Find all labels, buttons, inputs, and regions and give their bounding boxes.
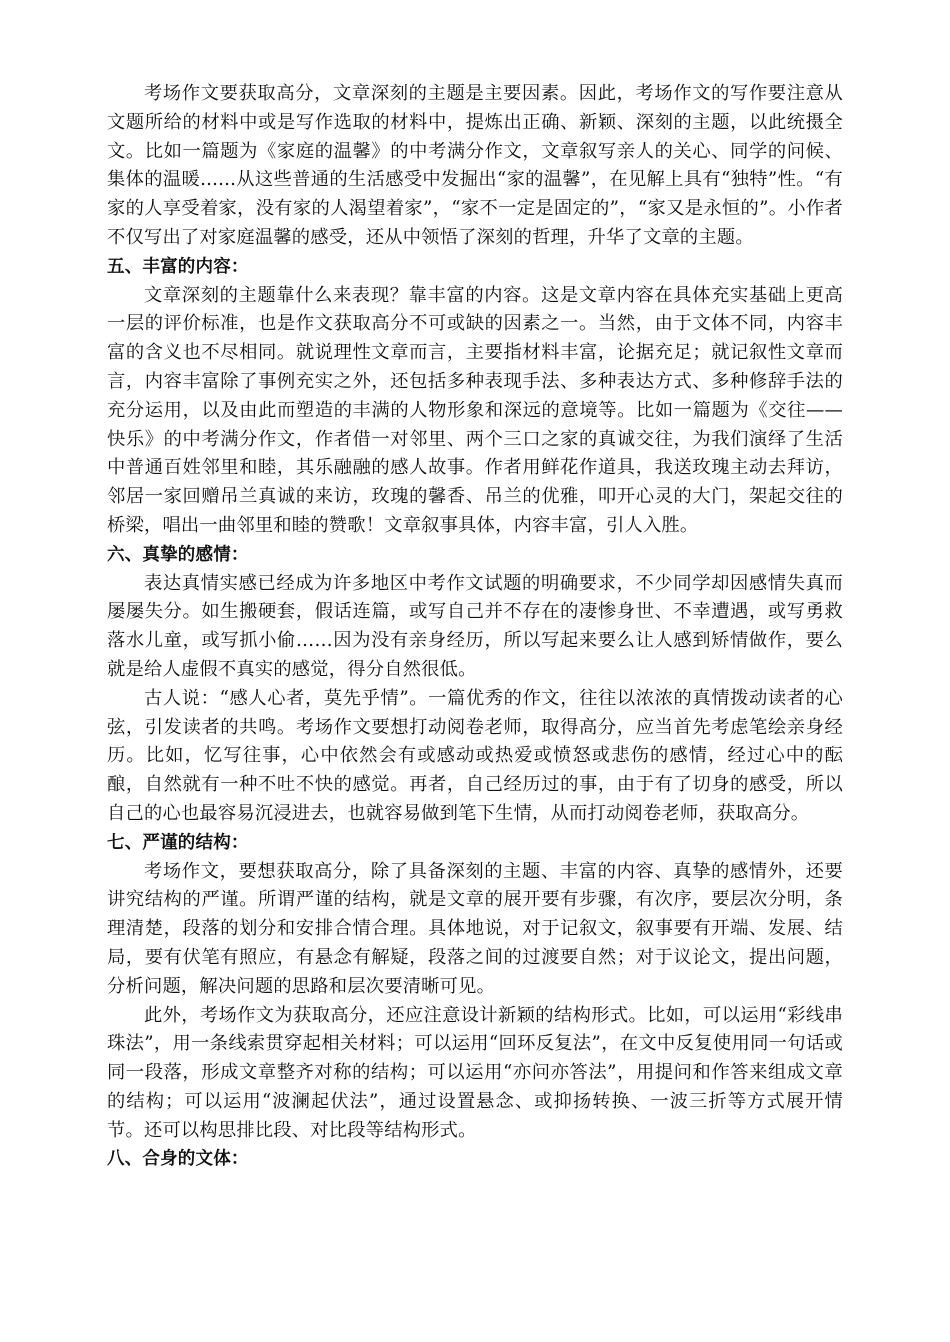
section-heading-rigorous-structure: 七、严谨的结构：: [107, 832, 249, 853]
section7-paragraph-2: 此外，考场作文为获取高分，还应注意设计新颖的结构形式。比如，可以运用“彩线串珠法”，用一条线索贯穿起相关材料；可以运用“回环反复法”，在文中反复使用同一句话或同一段落，形成文章整齐对称的结构；可以运用“亦问亦答法”，用提问和作答来组成文章的结构；可以运用“波澜起伏法”，通过设置悬念、或抑扬转换、一波三折等方式展开情节。还可以构思排比段、对比段等结构形式。: [107, 1004, 843, 1141]
section7-paragraph-1: 考场作文，要想获取高分，除了具备深刻的主题、丰富的内容、真挚的感情外，还要讲究结构的严谨。所谓严谨的结构，就是文章的展开要有步骤，有次序，要层次分明，条理清楚，段落的划分和安排合情合理。具体地说，对于记叙文，叙事要有开端、发展、结局，要有伏笔有照应，有悬念有解疑，段落之间的过渡要自然；对于议论文，提出问题，分析问题，解决问题的思路和层次要清晰可见。: [107, 860, 843, 997]
section5-paragraph-1: 文章深刻的主题靠什么来表现？靠丰富的内容。这是文章内容在具体充实基础上更高一层的评价标准，也是作文获取高分不可或缺的因素之一。当然，由于文体不同，内容丰富的含义也不尽相同。就说理性文章而言，主要指材料丰富，论据充足；就记叙性文章而言，内容丰富除了事例充实之外，还包括多种表现手法、多种表达方式、多种修辞手法的充分运用，以及由此而塑造的丰满的人物形象和深远的意境等。比如一篇题为《交往——快乐》的中考满分作文，作者借一对邻里、两个三口之家的真诚交往，为我们演绎了生活中普通百姓邻里和睦，其乐融融的感人故事。作者用鲜花作道具，我送玫瑰主动去拜访，邻居一家回赠吊兰真诚的来访，玫瑰的馨香、吊兰的优雅，叩开心灵的大门，架起交往的桥梁，唱出一曲邻里和睦的赞歌！文章叙事具体，内容丰富，引人入胜。: [107, 284, 843, 536]
document-page: [107, 80, 843, 1174]
section6-paragraph-1: 表达真情实感已经成为许多地区中考作文试题的明确要求，不少同学却因感情失真而屡屡失分。如生搬硬套，假话连篇，或写自己并不存在的凄惨身世、不幸遭遇，或写勇救落水儿童，或写抓小偷……因为没有亲身经历，所以写起来要么让人感到矫情做作，要么就是给人虚假不真实的感觉，得分自然很低。: [107, 572, 843, 680]
section-heading-sincere-feelings: 六、真挚的感情：: [107, 544, 249, 565]
section-heading-fitting-genre: 八、合身的文体：: [107, 1149, 249, 1170]
section6-paragraph-2: 古人说：“感人心者，莫先乎情”。一篇优秀的作文，往往以浓浓的真情拨动读者的心弦，引发读者的共鸣。考场作文要想打动阅卷老师，取得高分，应当首先考虑笔绘亲身经历。比如，忆写往事，心中依然会有或感动或热爱或愤怒或悲伤的感情，经过心中的酝酿，自然就有一种不吐不快的感觉。再者，自己经历过的事，由于有了切身的感受，所以自己的心也最容易沉浸进去，也就容易做到笔下生情，从而打动阅卷老师，获取高分。: [107, 687, 843, 824]
section-heading-rich-content: 五、丰富的内容：: [107, 256, 249, 277]
intro-paragraph: 考场作文要获取高分，文章深刻的主题是主要因素。因此，考场作文的写作要注意从文题所给的材料中或是写作选取的材料中，提炼出正确、新颖、深刻的主题，以此统摄全文。比如一篇题为《家庭的温馨》的中考满分作文，文章叙写亲人的关心、同学的问候、集体的温暖......从这些普通的生活感受中发掘出“家的温馨”，在见解上具有“独特”性。“有家的人享受着家，没有家的人渴望着家”，“家不一定是固定的”，“家又是永恒的”。小作者不仅写出了对家庭温馨的感受，还从中领悟了深刻的哲理，升华了文章的主题。: [107, 83, 843, 248]
